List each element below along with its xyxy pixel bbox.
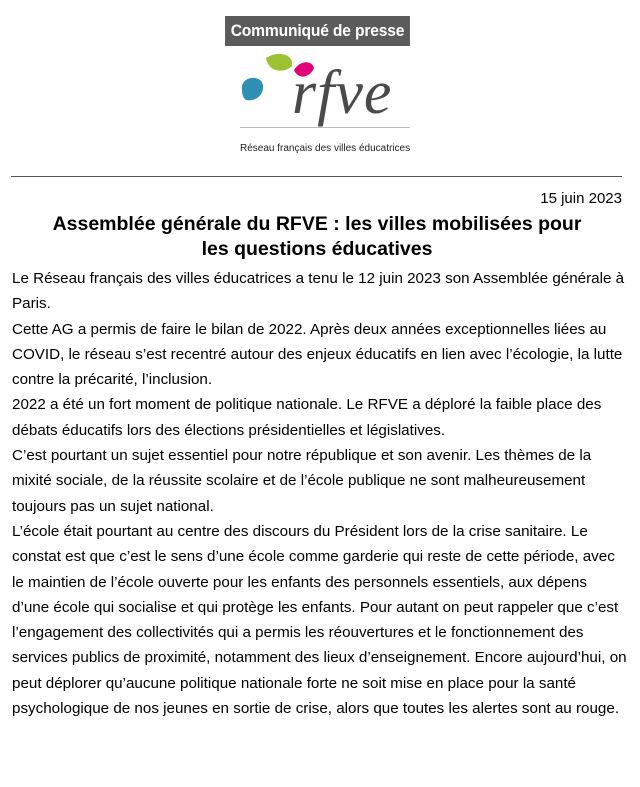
- release-date: 15 juin 2023: [540, 190, 622, 207]
- page-title: [10, 212, 624, 262]
- header-divider: [11, 176, 622, 177]
- title-line-1: Assemblée générale du RFVE : les villes mobilisées pour: [52, 213, 582, 235]
- article-body: [12, 266, 628, 721]
- press-release-banner: Communiqué de presse: [225, 16, 410, 46]
- paragraph: Cette AG a permis de faire le bilan de 2022. Après deux années exceptionnelles liées au COVID, le réseau s’est recentré autour des enjeux éducatifs en lien avec l’écologie, la lutte contre la précarité, l’inclusion.: [12, 320, 623, 389]
- paragraph: 2022 a été un fort moment de politique nationale. Le RFVE a déploré la faible place des débats éducatifs lors des élections présidentielles et législatives.: [12, 396, 602, 439]
- rfve-logo-text: rfve: [292, 59, 393, 127]
- paragraph: C’est pourtant un sujet essentiel pour notre république et son avenir. Les thèmes de la mixité sociale, de la réussite scolaire et de l’école publique ne sont malheureusement toujours pas un sujet national.: [12, 447, 592, 515]
- blue-leaf-icon: [242, 78, 263, 100]
- paragraph: Le Réseau français des villes éducatrices a tenu le 12 juin 2023 son Assemblée générale à Paris.: [12, 270, 625, 313]
- green-leaf-icon: [266, 54, 292, 71]
- logo-subtitle: Réseau français des villes éducatrices: [240, 143, 411, 154]
- paragraph: L’école était pourtant au centre des discours du Président lors de la crise sanitaire. Le constat est que c’est le sens d’une école comme garderie qui reste de cette période, avec le maintien de l’école ouverte pour les enfants des personnels essentiels, aux dépens d’une école qui socialise et qui protège les enfants. Pour autant on peut rappeler que c’est l’engagement des collectivités qui a permis les réouvertures et le fonctionnement des services publics de proximité, notamment des lieux d’enseignement. Encore aujourd’hui, on peut déplorer qu’aucune politique nationale forte ne soit mise en place pour la santé psychologique de nos jeunes en sortie de crise, alors que toutes les alertes sont au rouge.: [12, 522, 627, 718]
- title-line-2: les questions éducatives: [201, 238, 433, 260]
- logo-rule: [240, 127, 410, 128]
